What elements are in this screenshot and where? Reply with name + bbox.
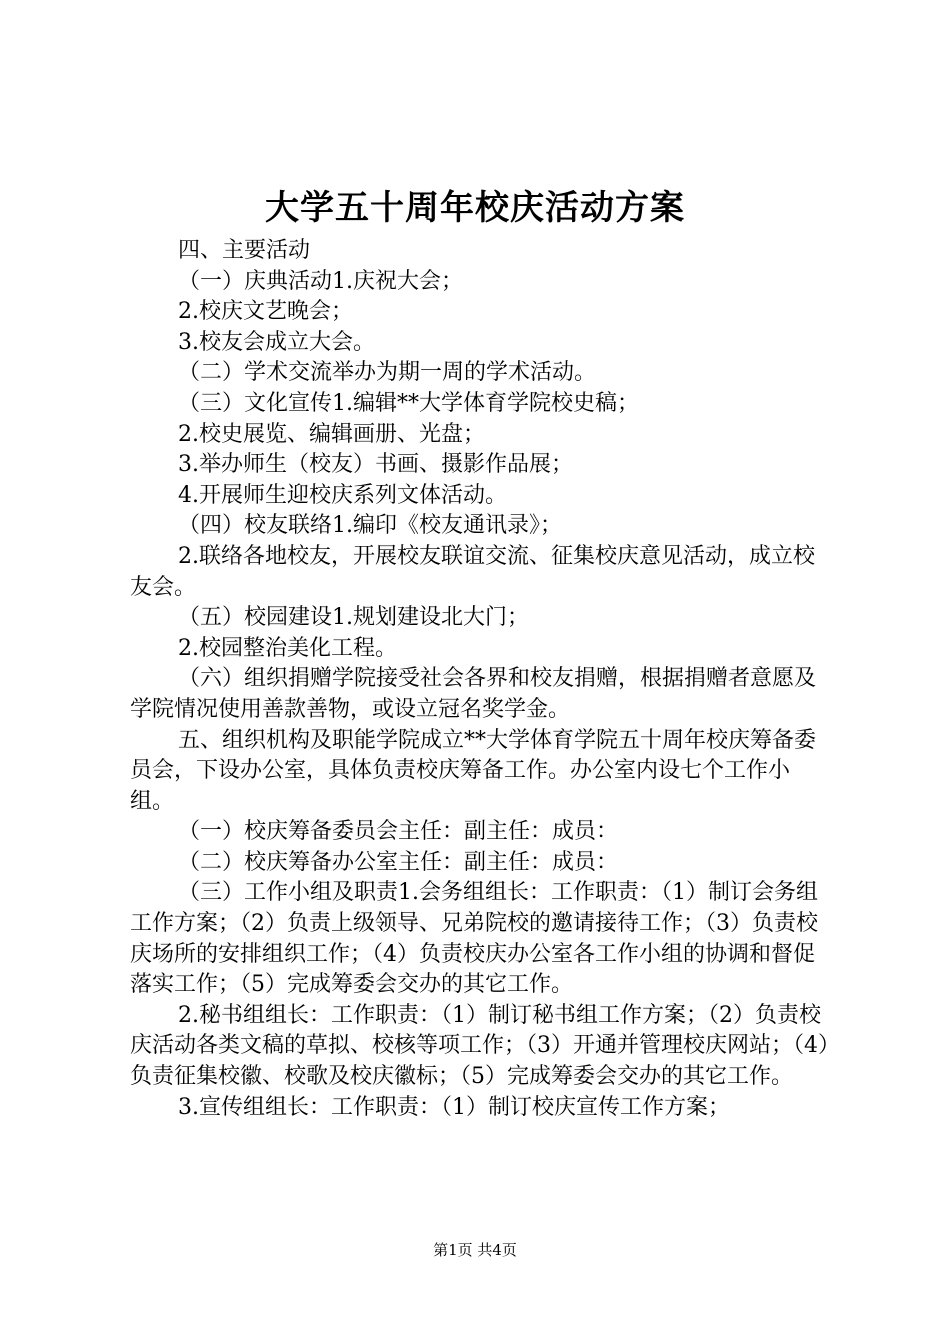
paragraph: （二）学术交流举办为期一周的学术活动。 xyxy=(178,360,597,386)
paragraph: （五）校园建设1.规划建设北大门； xyxy=(178,605,529,631)
paragraph: 四、主要活动 xyxy=(178,238,311,263)
paragraph: 3.校友会成立大会。 xyxy=(178,329,375,355)
paragraph: 2.联络各地校友，开展校友联谊交流、征集校庆意见活动，成立校友会。 xyxy=(130,543,815,600)
paragraph: （四）校友联络1.编印《校友通讯录》； xyxy=(178,513,562,539)
paragraph: （三）工作小组及职责1.会务组组长：工作职责：（1）制订会务组工作方案；（2）负责上级领导、兄弟院校的邀请接待工作；（3）负责校庆场所的安排组织工作；（4）负责校庆办公室各工作小组的协调和督促落实工作；（5）完成筹委会交办的其它工作。 xyxy=(130,880,818,998)
paragraph: 五、组织机构及职能学院成立**大学体育学院五十周年校庆筹备委员会，下设办公室，具体负责校庆筹备工作。办公室内设七个工作小组。 xyxy=(130,727,817,814)
paragraph: 2.校史展览、编辑画册、光盘； xyxy=(178,421,485,447)
paragraph: （六）组织捐赠学院接受社会各界和校友捐赠，根据捐赠者意愿及学院情况使用善款善物，或设立冠名奖学金。 xyxy=(130,666,817,722)
document-body xyxy=(130,236,830,1123)
paragraph: （三）文化宣传1.编辑**大学体育学院校史稿； xyxy=(178,390,639,416)
paragraph: （二）校庆筹备办公室主任：副主任：成员： xyxy=(178,849,619,875)
paragraph: 2.秘书组组长：工作职责：（1）制订秘书组工作方案；（2）负责校庆活动各类文稿的草拟、校核等项工作；（3）开通并管理校庆网站；（4）负责征集校徽、校歌及校庆徽标；（5）完成筹委会交办的其它工作。 xyxy=(130,1002,829,1090)
paragraph: 3.举办师生（校友）书画、摄影作品展； xyxy=(178,452,573,478)
paragraph: 3.宣传组组长：工作职责：（1）制订校庆宣传工作方案； xyxy=(178,1094,730,1120)
document-title: 大学五十周年校庆活动方案 xyxy=(265,188,685,228)
page-footer: 第1页 共4页 xyxy=(433,1241,517,1259)
paragraph: （一）校庆筹备委员会主任：副主任：成员： xyxy=(178,819,619,845)
paragraph: 2.校园整治美化工程。 xyxy=(178,635,397,661)
paragraph: 4.开展师生迎校庆系列文体活动。 xyxy=(178,482,507,508)
paragraph: （一）庆典活动1.庆祝大会； xyxy=(178,268,463,294)
paragraph: 2.校庆文艺晚会； xyxy=(178,299,353,325)
